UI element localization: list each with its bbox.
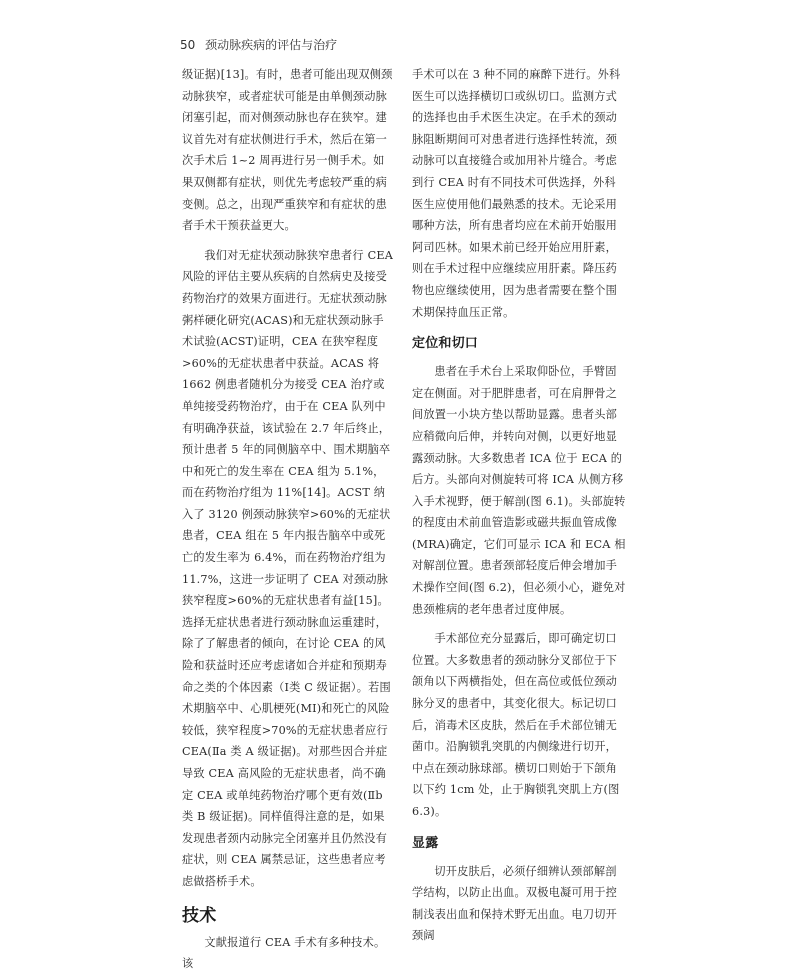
right-paragraph-2: 患者在手术台上采取仰卧位，手臂固定在侧面。对于肥胖患者，可在肩胛骨之间放置一小块方垫以帮助显露。患者头部应稍微向后伸，并转向对侧，以更好地显露颈动脉。大多数患者 ICA 位于 ECA 的后方。头部向对侧旋转可将 ICA 从侧方移入手术视野，便于解剖(图 6.1)。头部旋转的程度由术前血管造影或磁共振血管成像(MRA)确定，它们可显示 ICA 和 ECA 相对解剖位置。患者颈部轻度后伸会增加手术操作空间(图 6.2)，但必须小心，避免对患颈椎病的老年患者过度伸展。 — [412, 365, 626, 616]
section-heading-positioning: 定位和切口 — [412, 336, 479, 352]
right-column — [412, 64, 627, 947]
left-paragraph-3: 文献报道行 CEA 手术有多种技术。该 — [182, 935, 386, 971]
page-header — [180, 36, 337, 53]
left-paragraph-1: 级证据)[13]。有时，患者可能出现双侧颈动脉狭窄，或者症状可能是由单侧颈动脉闭塞引起，而对侧颈动脉也存在狭窄。建议首先对有症状侧进行手术，然后在第一次手术后 1~2 周再进行另一侧手术。如果双侧都有症状，则优先考虑较严重的病变侧。总之，出现严重狭窄和有症状的患者手术干预获益更大。 — [182, 68, 393, 233]
right-paragraph-1: 手术可以在 3 种不同的麻醉下进行。外科医生可以选择横切口或纵切口。监测方式的选择也由手术医生决定。在手术的颈动脉阻断期间可对患者进行选择性转流，颈动脉可以直接缝合或加用补片缝合。考虑到行 CEA 时有不同技术可供选择，外科医生应使用他们最熟悉的技术。无论采用哪种方法，所有患者均应在术前开始服用阿司匹林。如果术前已经开始应用肝素，则在手术过程中应继续应用肝素。降压药物也应继续使用，因为患者需要在整个围术期保持血压正常。 — [412, 68, 621, 319]
right-paragraph-3: 手术部位充分显露后，即可确定切口位置。大多数患者的颈动脉分叉部位于下颌角以下两横指处，但在高位或低位颈动脉分叉的患者中，其变化很大。标记切口后，消毒术区皮肤，然后在手术部位铺无菌巾。沿胸锁乳突肌的内侧缘进行切开，中点在颈动脉球部。横切口则始于下颌角以下约 1cm 处，止于胸锁乳突肌上方(图 6.3)。 — [412, 632, 620, 818]
left-paragraph-2: 我们对无症状颈动脉狭窄患者行 CEA 风险的评估主要从疾病的自然病史及接受药物治疗的效果方面进行。无症状颈动脉粥样硬化研究(ACAS)和无症状颈动脉手术试验(ACST)证明，CEA 在狭窄程度>60%的无症状患者中获益。ACAS 将 1662 例患者随机分为接受 CEA 治疗或单纯接受药物治疗，由于在 CEA 队列中有明确净获益，该试验在 2.7 年后终止，预计患者 5 年的同侧脑卒中、围术期脑卒中和死亡的发生率在 CEA 组为 5.1%，而在药物治疗组为 11%[14]。ACST 纳入了 3120 例颈动脉狭窄>60%的无症状患者，CEA 组在 5 年内报告脑卒中或死亡的发生率为 6.4%，而在药物治疗组为 11.7%，这进一步证明了 CEA 对颈动脉狭窄程度>60%的无症状患者有益[15]。选择无症状患者进行颈动脉血运重建时，除了了解患者的倾向，在讨论 CEA 的风险和获益时还应考虑诸如合并症和预期寿命之类的个体因素（Ⅰ类 C 级证据）。若围术期脑卒中、心肌梗死(MI)和死亡的风险较低，狭窄程度>70%的无症状患者应行 CEA(Ⅱa 类 A 级证据)。对那些因合并症导致 CEA 高风险的无症状患者，尚不确定 CEA 或单纯药物治疗哪个更有效(Ⅱb 类 B 级证据)。同样值得注意的是，如果发现患者颈内动脉完全闭塞并且仍然没有症状，则 CEA 属禁忌证，这些患者应考虑做搭桥手术。 — [182, 248, 393, 888]
section-heading-technique: 技术 — [182, 905, 217, 926]
running-title: 颈动脉疾病的评估与治疗 — [205, 38, 338, 52]
right-paragraph-4: 切开皮肤后，必须仔细辨认颈部解剖学结构，以防止出血。双极电凝可用于控制浅表出血和保持术野无出血。电刀切开颈阔 — [412, 864, 617, 943]
section-heading-exposure: 显露 — [412, 835, 439, 851]
left-column — [182, 64, 394, 975]
page-number: 50 — [180, 38, 196, 52]
